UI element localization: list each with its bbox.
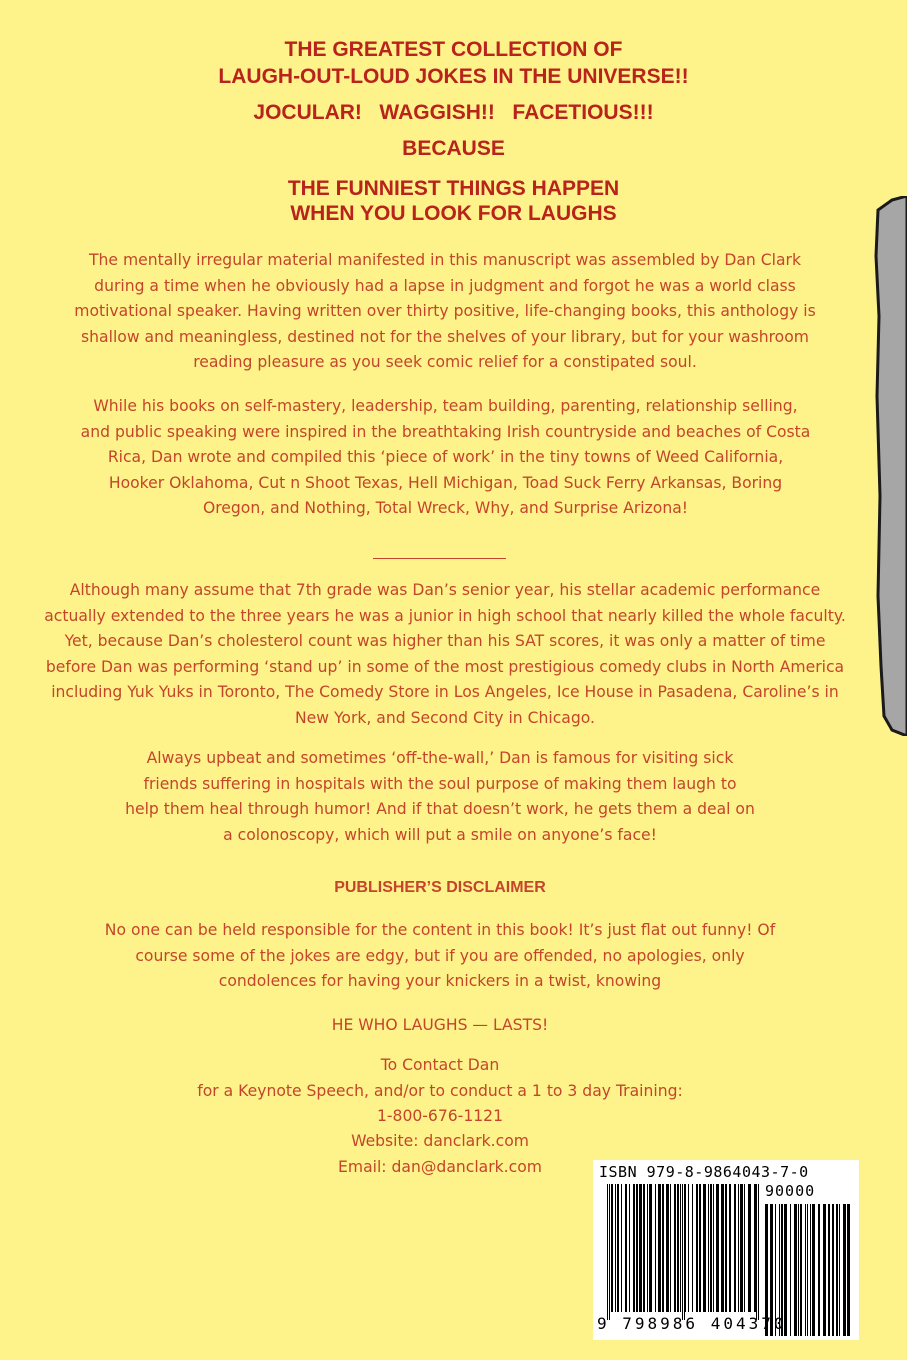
contact-email: Email: dan@danclark.com xyxy=(338,1158,542,1176)
contact-line: for a Keynote Speech, and/or to conduct a 1 to 3 day Training: xyxy=(197,1082,683,1100)
headline-adjectives: JOCULAR! WAGGISH!! FACETIOUS!!! xyxy=(253,101,654,124)
blurb-paragraph-4: Always upbeat and sometimes ‘off-the-wall,’ Dan is famous for visiting sick friends suffering in hospitals with the soul purpose of making them laugh to help them heal through humor! And if that doesn’t work, he gets them a deal on a colonoscopy, which will put a smile on anyone’s face! xyxy=(125,749,755,844)
section-divider xyxy=(373,558,506,559)
headline-line-5: THE FUNNIEST THINGS HAPPEN xyxy=(287,177,620,200)
grey-shape-edge xyxy=(862,196,907,736)
headline-line-6: WHEN YOU LOOK FOR LAUGHS xyxy=(290,202,617,225)
contact-heading: To Contact Dan xyxy=(380,1056,500,1074)
blurb-paragraph-3: Although many assume that 7th grade was Dan’s senior year, his stellar academic performance actually extended to the three years he was a junior in high school that nearly killed the whole faculty. Yet, because Dan’s cholesterol count was higher than his SAT scores, it was only a matter of time before Dan was performing ‘stand up’ in some of the most prestigious comedy clubs in North America including Yuk Yuks in Toronto, The Comedy Store in Los Angeles, Ice House in Pasadena, Caroline’s in New York, and Second City in Chicago. xyxy=(44,581,846,727)
blurb-paragraph-1: The mentally irregular material manifested in this manuscript was assembled by Dan Clark during a time when he obviously had a lapse in judgment and forgot he was a world class motivational speaker. Having written over thirty positive, life-changing books, this anthology is shallow and meaningless, destined not for the shelves of your library, but for your washroom reading pleasure as you seek comic relief for a constipated soul. xyxy=(74,251,816,371)
isbn-barcode xyxy=(593,1160,859,1340)
headline-line-2: LAUGH-OUT-LOUD JOKES IN THE UNIVERSE!! xyxy=(218,65,689,88)
disclaimer-text: No one can be held responsible for the content in this book! It’s just flat out funny! Of course some of the jokes are edgy, but if you are offended, no apologies, only condolences for having your knickers in a twist, knowing xyxy=(104,921,776,990)
isbn-label: ISBN 979-8-9864043-7-0 xyxy=(599,1163,809,1181)
disclaimer-heading: PUBLISHER’S DISCLAIMER xyxy=(334,879,546,896)
contact-phone: 1-800-676-1121 xyxy=(376,1107,503,1125)
contact-website: Website: danclark.com xyxy=(351,1132,529,1150)
headline-line-1: THE GREATEST COLLECTION OF xyxy=(284,38,623,61)
barcode-bars xyxy=(593,1160,859,1340)
barcode-digits: 9 798986 404370 xyxy=(597,1314,787,1333)
tagline: HE WHO LAUGHS — LASTS! xyxy=(331,1016,549,1034)
blurb-paragraph-2: While his books on self-mastery, leadership, team building, parenting, relationship selling, and public speaking were inspired in the breathtaking Irish countryside and beaches of Costa Rica, Dan wrote and compiled this ‘piece of work’ in the tiny towns of Weed California, Hooker Oklahoma, Cut n Shoot Texas, Hell Michigan, Toad Suck Ferry Arkansas, Boring Oregon, and Nothing, Total Wreck, Why, and Surprise Arizona! xyxy=(80,397,811,517)
addon-code: 90000 xyxy=(765,1182,816,1200)
headline-because: BECAUSE xyxy=(402,137,505,160)
